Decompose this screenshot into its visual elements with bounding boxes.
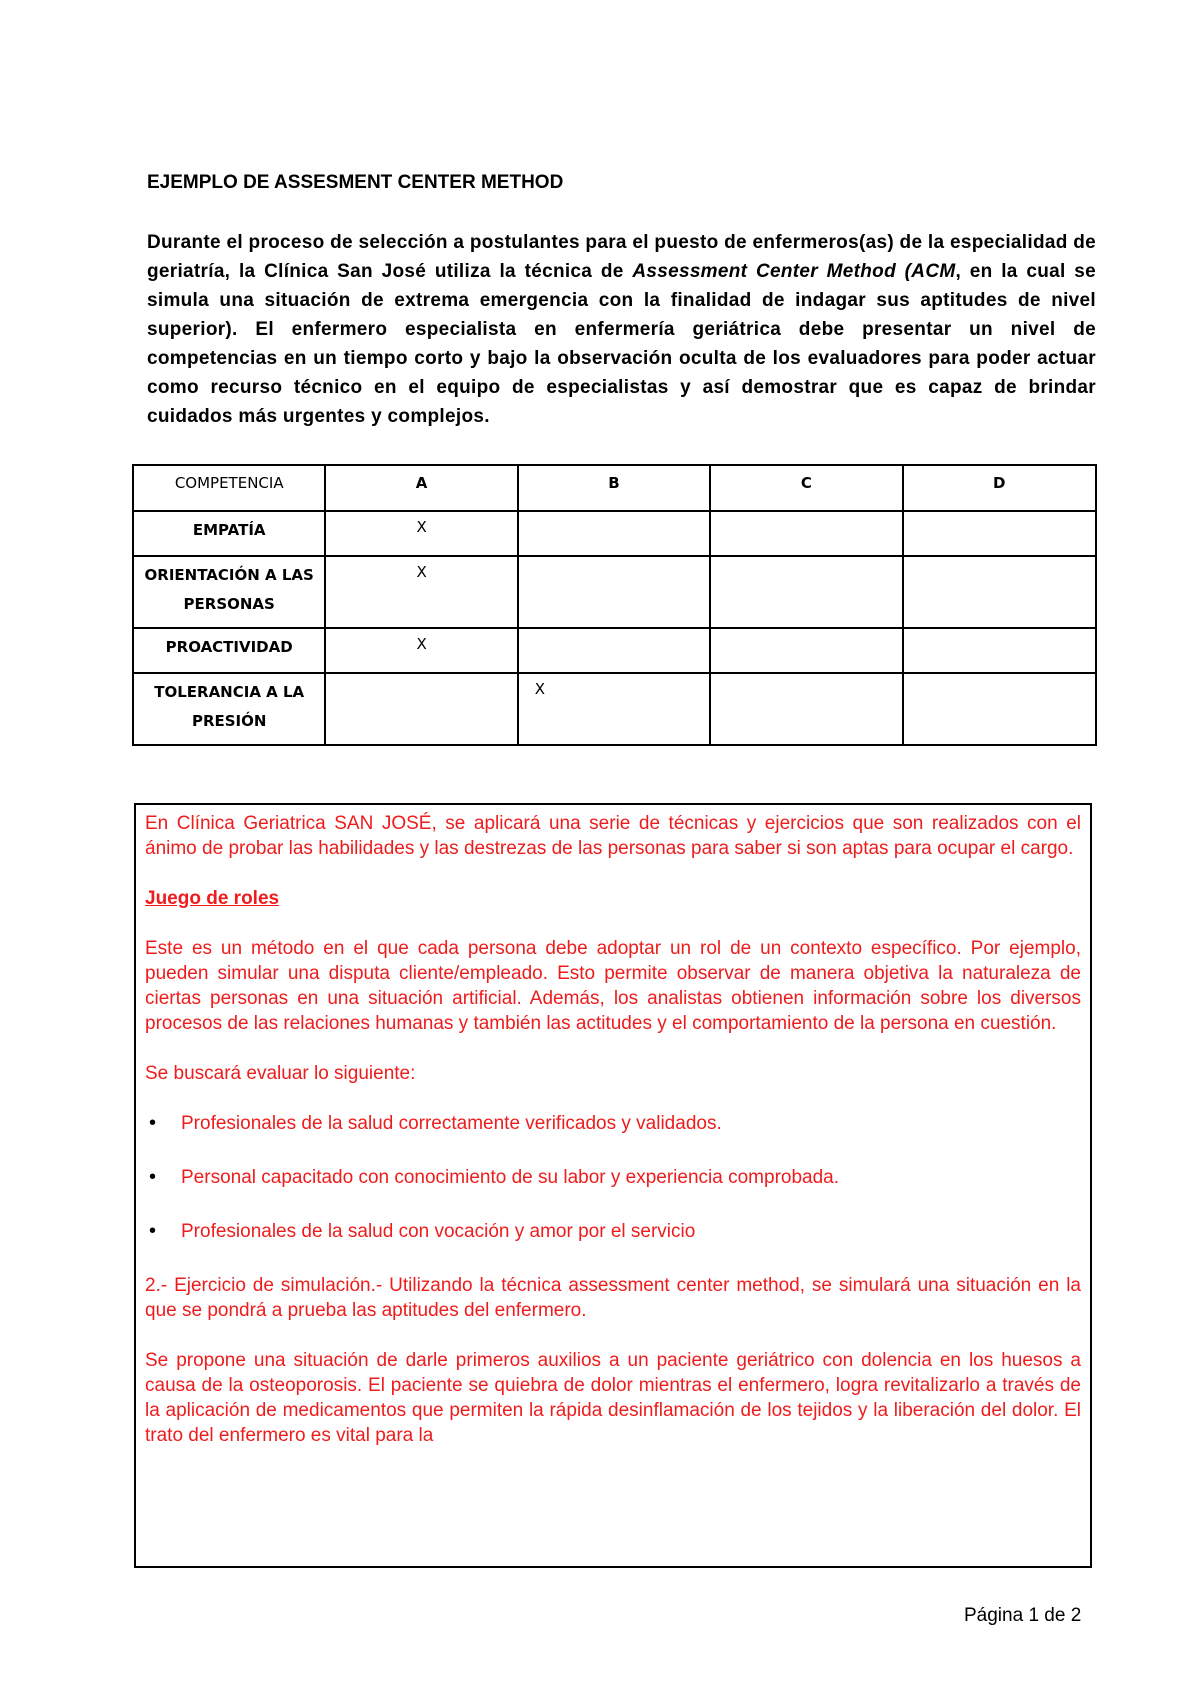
- table-row: [133, 511, 1096, 556]
- intro-text-1: Durante el proceso de selección a postulantes para el puesto de enfermeros(as) de la especialidad de geriatría, la Clínica San José utiliza la técnica de: [147, 232, 1096, 282]
- box-paragraph-roles: Este es un método en el que cada persona debe adoptar un rol de un contexto específico. Por ejemplo, pueden simular una disputa cliente/empleado. Esto permite observar de manera objetiva la naturaleza de ciertas personas en una situación artificial. Además, los analistas obtienen información sobre los diversos procesos de las relaciones humanas y también las actitudes y el comportamiento de la persona en cuestión.: [145, 938, 1081, 1034]
- table-row: [133, 673, 1096, 745]
- content-box: [134, 803, 1092, 1568]
- cell-a: X: [325, 556, 517, 628]
- box-paragraph-intro: En Clínica Geriatrica SAN JOSÉ, se aplicará una serie de técnicas y ejercicios que son realizados con el ánimo de probar las habilidades y las destrezas de las personas para saber si son aptas para ocupar el cargo.: [145, 813, 1081, 859]
- list-item-text: Profesionales de la salud correctamente verificados y validados.: [181, 1113, 722, 1134]
- document-title: EJEMPLO DE ASSESMENT CENTER METHOD: [147, 172, 564, 193]
- intro-text-2: , en la cual se simula una situación de extrema emergencia con la finalidad de indagar sus aptitudes de nivel superior). El enfermero especialista en enfermería geriátrica debe presentar un nivel de competencias en un tiempo corto y bajo la observación oculta de los evaluadores para poder actuar como recurso técnico en el equipo de especialistas y así demostrar que es capaz de brindar cuidados más urgentes y complejos.: [147, 261, 1097, 427]
- row-label: EMPATÍA: [133, 511, 325, 556]
- list-item-text: Profesionales de la salud con vocación y amor por el servicio: [181, 1221, 696, 1242]
- cell-d: [903, 511, 1096, 556]
- table-row: [133, 556, 1096, 628]
- list-item: [145, 1219, 1081, 1244]
- cell-a: [325, 673, 517, 745]
- list-item-text: Personal capacitado con conocimiento de su labor y experiencia comprobada.: [181, 1167, 840, 1188]
- cell-d: [903, 628, 1096, 673]
- list-item: [145, 1165, 1081, 1190]
- cell-c: [710, 556, 902, 628]
- table-row: [133, 628, 1096, 673]
- row-label: TOLERANCIA A LA PRESIÓN: [133, 673, 325, 745]
- cell-c: [710, 673, 902, 745]
- header-d: D: [903, 465, 1096, 511]
- header-competencia: COMPETENCIA: [133, 465, 325, 511]
- header-a: A: [325, 465, 517, 511]
- list-item: [145, 1111, 1081, 1136]
- cell-a: X: [325, 628, 517, 673]
- page-number: Página 1 de 2: [964, 1605, 1082, 1626]
- bullet-icon: •: [149, 1112, 157, 1134]
- cell-a: X: [325, 511, 517, 556]
- bullet-icon: •: [149, 1166, 157, 1188]
- header-c: C: [710, 465, 902, 511]
- box-paragraph-simulation: 2.- Ejercicio de simulación.- Utilizando la técnica assessment center method, se simulará una situación en la que se pondrá a prueba las aptitudes del enfermero.: [145, 1275, 1081, 1321]
- cell-b: [518, 511, 710, 556]
- bullet-icon: •: [149, 1220, 157, 1242]
- cell-b: X: [518, 673, 710, 745]
- table-header-row: [133, 465, 1096, 511]
- box-paragraph-evaluate: Se buscará evaluar lo siguiente:: [145, 1063, 416, 1084]
- cell-d: [903, 556, 1096, 628]
- row-label: PROACTIVIDAD: [133, 628, 325, 673]
- intro-italic-text: Assessment Center Method (ACM: [632, 261, 956, 282]
- cell-b: [518, 628, 710, 673]
- cell-d: [903, 673, 1096, 745]
- section-heading: Juego de roles: [145, 888, 280, 909]
- header-b: B: [518, 465, 710, 511]
- cell-c: [710, 511, 902, 556]
- intro-paragraph: [147, 228, 1096, 431]
- criteria-list: [145, 1111, 1081, 1244]
- row-label: ORIENTACIÓN A LAS PERSONAS: [133, 556, 325, 628]
- box-paragraph-scenario: Se propone una situación de darle primeros auxilios a un paciente geriátrico con dolencia en los huesos a causa de la osteoporosis. El paciente se quiebra de dolor mientras el enfermero, logra revitalizarlo a través de la aplicación de medicamentos que permiten la rápida desinflamación de los tejidos y la liberación del dolor. El trato del enfermero es vital para la: [145, 1350, 1081, 1446]
- cell-b: [518, 556, 710, 628]
- competency-table: [132, 464, 1097, 746]
- cell-c: [710, 628, 902, 673]
